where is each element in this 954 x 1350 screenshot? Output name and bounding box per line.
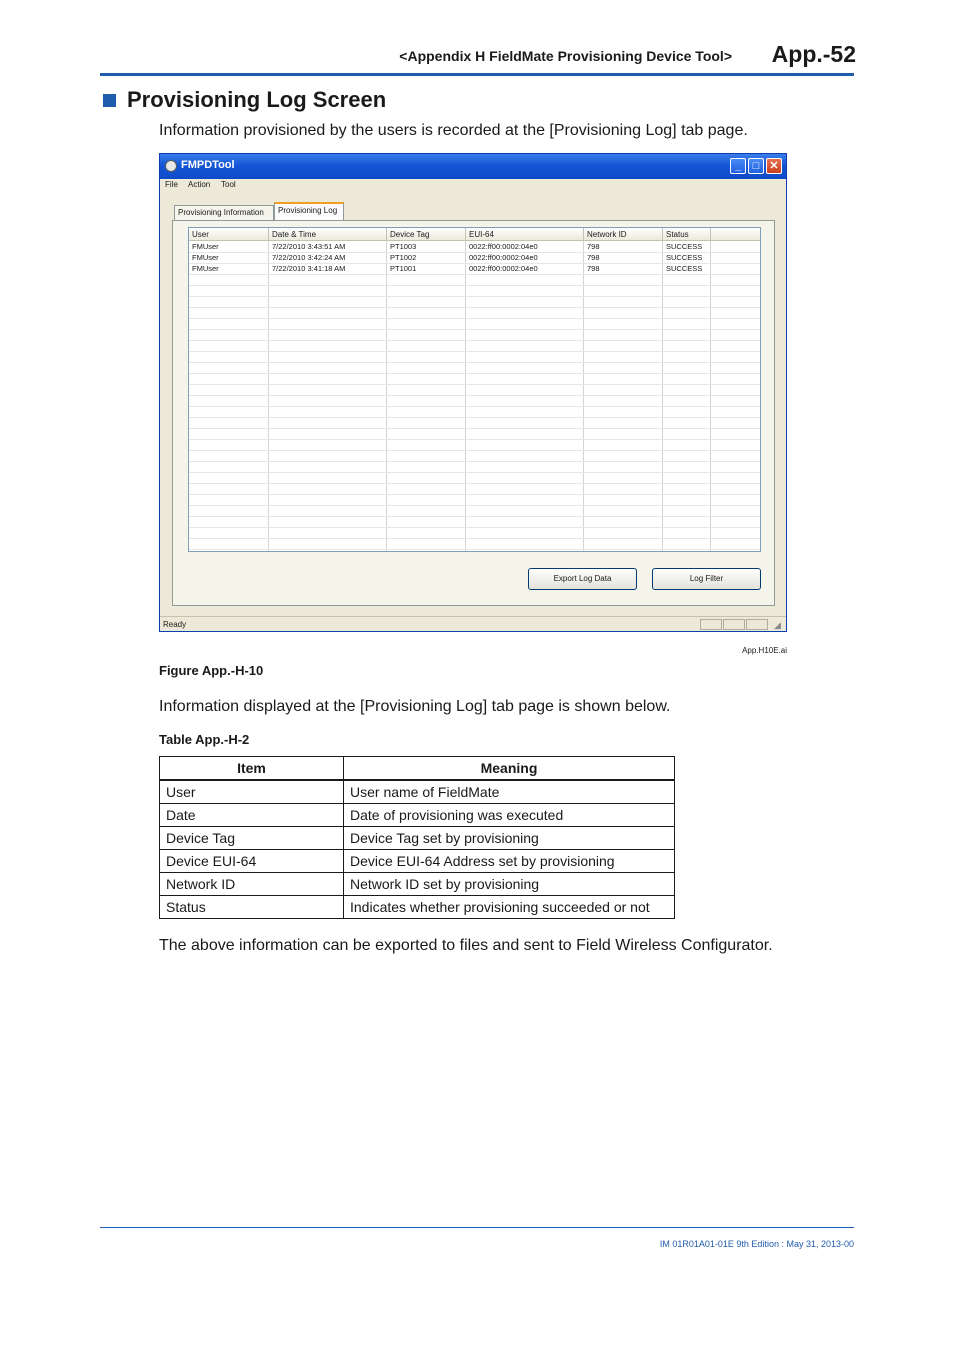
grid-row-line	[189, 340, 761, 341]
table-row	[160, 850, 675, 873]
log-grid[interactable]	[188, 227, 761, 552]
header-rule	[100, 73, 854, 76]
item-cell: Device Tag	[160, 827, 344, 850]
grid-row-line	[189, 483, 761, 484]
figure-caption: Figure App.-H-10	[159, 663, 264, 678]
grid-row-line	[189, 505, 761, 506]
menu-file[interactable]: File	[165, 180, 178, 189]
tab-provisioning-information[interactable]: Provisioning Information	[174, 205, 274, 221]
table-row	[160, 804, 675, 827]
cell-date-time: 7/22/2010 3:41:18 AM	[272, 264, 346, 273]
grid-row-line	[189, 329, 761, 330]
table-caption: Table App.-H-2	[159, 732, 250, 747]
table-row	[160, 827, 675, 850]
column-header-status[interactable]: Status	[663, 228, 711, 241]
figure-file-name: App.H10E.ai	[742, 646, 787, 655]
tab-strip	[172, 201, 782, 221]
cell-eui64: 0022:ff00:0002:04e0	[469, 264, 538, 273]
minimize-button[interactable]: _	[730, 158, 746, 174]
grid-row-line	[189, 494, 761, 495]
running-header: <Appendix H FieldMate Provisioning Device Tool>	[399, 48, 732, 64]
table-row	[160, 780, 675, 804]
menu-action[interactable]: Action	[188, 180, 211, 189]
grid-row-line	[189, 406, 761, 407]
table-row	[160, 873, 675, 896]
meaning-cell: Device Tag set by provisioning	[344, 827, 675, 850]
status-bar	[160, 616, 786, 632]
grid-row-line	[189, 538, 761, 539]
cell-network-id: 798	[587, 253, 600, 262]
meaning-cell: Network ID set by provisioning	[344, 873, 675, 896]
footer-rule	[100, 1227, 854, 1228]
column-header-user[interactable]: User	[189, 228, 269, 241]
grid-row-line	[189, 373, 761, 374]
table-header-row	[160, 757, 675, 781]
cell-network-id: 798	[587, 264, 600, 273]
cell-device-tag: PT1001	[390, 264, 417, 273]
status-panel	[700, 619, 722, 630]
window-title: FMPDTool	[181, 159, 235, 171]
cell-eui64: 0022:ff00:0002:04e0	[469, 253, 538, 262]
cell-status: SUCCESS	[666, 253, 703, 262]
status-text: Ready	[163, 620, 187, 629]
status-panel	[723, 619, 745, 630]
table-intro-paragraph: Information displayed at the [Provisioning Log] tab page is shown below.	[159, 698, 671, 715]
item-cell: Device EUI-64	[160, 850, 344, 873]
menu-tool[interactable]: Tool	[221, 180, 236, 189]
item-cell: Network ID	[160, 873, 344, 896]
section-bullet-icon	[103, 94, 116, 107]
cell-status: SUCCESS	[666, 242, 703, 251]
cell-device-tag: PT1002	[390, 253, 417, 262]
column-header-device-tag[interactable]: Device Tag	[387, 228, 466, 241]
cell-user: FMUser	[192, 253, 219, 262]
meaning-cell: User name of FieldMate	[344, 780, 675, 804]
cell-status: SUCCESS	[666, 264, 703, 273]
status-panel	[746, 619, 768, 630]
cell-date-time: 7/22/2010 3:43:51 AM	[272, 242, 346, 251]
cell-user: FMUser	[192, 264, 219, 273]
maximize-button[interactable]: □	[748, 158, 764, 174]
grid-row-line	[189, 384, 761, 385]
column-header-filler	[711, 228, 761, 241]
meaning-cell: Indicates whether provisioning succeeded or not	[344, 896, 675, 919]
item-cell: Status	[160, 896, 344, 919]
cell-device-tag: PT1003	[390, 242, 417, 251]
grid-row-line	[189, 428, 761, 429]
grid-row-line	[189, 472, 761, 473]
meaning-table	[159, 756, 675, 919]
column-header-eui64[interactable]: EUI-64	[466, 228, 584, 241]
grid-row-line	[189, 395, 761, 396]
app-icon	[165, 160, 177, 172]
meaning-cell: Device EUI-64 Address set by provisioning	[344, 850, 675, 873]
table-row	[160, 896, 675, 919]
grid-row-line	[189, 549, 761, 550]
export-log-data-button[interactable]: Export Log Data	[528, 568, 637, 590]
grid-row-line	[189, 439, 761, 440]
column-header-date-time[interactable]: Date & Time	[269, 228, 387, 241]
meaning-cell: Date of provisioning was executed	[344, 804, 675, 827]
grid-row-line	[189, 516, 761, 517]
grid-row-line	[189, 461, 761, 462]
grid-row-line	[189, 318, 761, 319]
footer-doc-info: IM 01R01A01-01E 9th Edition : May 31, 2013-00	[659, 1239, 854, 1249]
header-meaning: Meaning	[344, 757, 675, 781]
grid-row-line	[189, 527, 761, 528]
grid-row-line	[189, 450, 761, 451]
grid-row-line	[189, 274, 761, 275]
page-number: App.-52	[771, 41, 856, 67]
resize-grip-icon[interactable]: ◢	[774, 620, 781, 630]
tab-provisioning-log[interactable]: Provisioning Log	[274, 202, 344, 221]
column-header-network-id[interactable]: Network ID	[584, 228, 663, 241]
cell-date-time: 7/22/2010 3:42:24 AM	[272, 253, 346, 262]
app-window-screenshot	[159, 153, 787, 632]
grid-row-line	[189, 417, 761, 418]
grid-row-line	[189, 307, 761, 308]
grid-row-line	[189, 351, 761, 352]
log-filter-button[interactable]: Log Filter	[652, 568, 761, 590]
intro-paragraph: Information provisioned by the users is recorded at the [Provisioning Log] tab page.	[159, 122, 748, 139]
close-button[interactable]: ✕	[766, 158, 782, 174]
cell-eui64: 0022:ff00:0002:04e0	[469, 242, 538, 251]
grid-row-line	[189, 362, 761, 363]
item-cell: User	[160, 780, 344, 804]
header-item: Item	[160, 757, 344, 781]
grid-row-line	[189, 285, 761, 286]
item-cell: Date	[160, 804, 344, 827]
export-paragraph: The above information can be exported to files and sent to Field Wireless Configurator.	[159, 937, 773, 954]
section-title: Provisioning Log Screen	[127, 87, 387, 112]
menubar	[160, 179, 786, 193]
cell-user: FMUser	[192, 242, 219, 251]
cell-network-id: 798	[587, 242, 600, 251]
tab-panel	[172, 220, 775, 606]
window-titlebar	[160, 154, 786, 179]
grid-row-line	[189, 296, 761, 297]
